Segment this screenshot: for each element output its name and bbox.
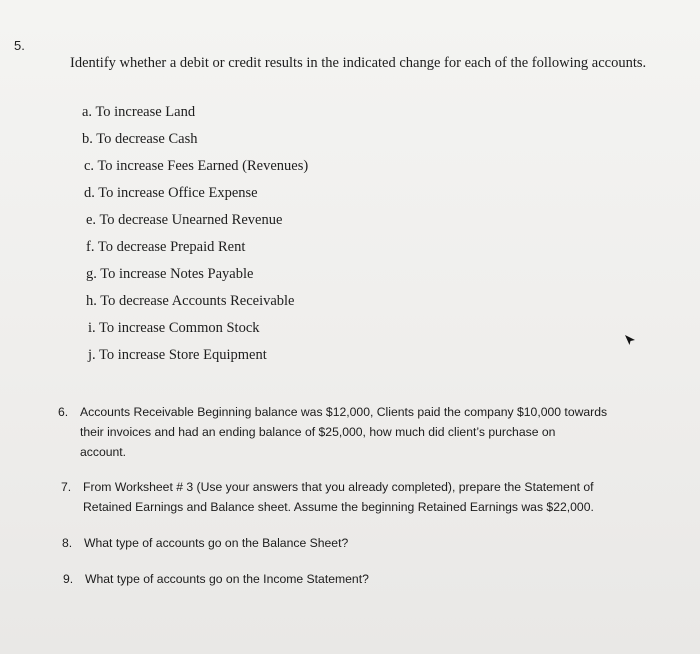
question-6-number: 6.: [58, 405, 69, 419]
item-text: To decrease Unearned Revenue: [99, 212, 283, 228]
item-text: To increase Notes Payable: [100, 266, 254, 282]
question-8: [62, 533, 682, 555]
question-9-text: What type of accounts go on the Income Statement?: [85, 572, 369, 586]
question-5-item-j: [88, 347, 267, 364]
question-6-line-1: Accounts Receivable Beginning balance was $12,000, Clients paid the company $10,000 towards: [80, 405, 608, 419]
item-text: To increase Office Expense: [98, 185, 258, 201]
item-text: To decrease Cash: [96, 131, 198, 147]
question-7-number: 7.: [61, 480, 72, 494]
question-5-item-a: [82, 104, 195, 121]
question-5-item-g: [86, 266, 253, 283]
question-7-line-1: From Worksheet # 3 (Use your answers that you already completed), prepare the Statement of: [83, 480, 594, 494]
item-text: To increase Fees Earned (Revenues): [97, 158, 309, 174]
question-5-prompt: Identify whether a debit or credit results in the indicated change for each of the following accounts.: [70, 55, 647, 71]
question-8-number: 8.: [62, 536, 73, 550]
question-6: [58, 402, 678, 464]
question-7: [61, 477, 681, 519]
question-7-line-2: Retained Earnings and Balance sheet. Assume the beginning Retained Earnings was $22,000.: [83, 500, 594, 514]
item-label: b.: [82, 131, 93, 147]
question-5-item-c: [84, 158, 308, 175]
item-label: e.: [86, 212, 97, 228]
question-6-text: [80, 402, 607, 462]
item-text: To increase Common Stock: [99, 320, 260, 336]
question-5-item-h: [86, 293, 295, 310]
item-label: j.: [88, 347, 96, 363]
question-6-line-3: account.: [80, 445, 127, 459]
question-9: [63, 569, 683, 591]
item-label: d.: [84, 185, 95, 201]
item-label: h.: [86, 293, 97, 309]
question-5-item-d: [84, 185, 258, 202]
question-9-number: 9.: [63, 572, 74, 586]
item-label: i.: [88, 320, 96, 336]
item-label: a.: [82, 104, 93, 120]
question-6-line-2: their invoices and had an ending balance of $25,000, how much did client’s purchase on: [80, 425, 556, 439]
item-label: c.: [84, 158, 95, 174]
question-5-item-i: [88, 320, 260, 337]
question-5-item-b: [82, 131, 198, 148]
item-label: f.: [86, 239, 95, 255]
item-text: To decrease Prepaid Rent: [97, 239, 246, 255]
question-5-item-f: [86, 239, 245, 256]
item-label: g.: [86, 266, 97, 282]
item-text: To decrease Accounts Receivable: [100, 293, 295, 309]
mouse-pointer-icon: [624, 334, 636, 346]
question-7-text: [83, 477, 594, 517]
item-text: To increase Land: [95, 104, 196, 120]
item-text: To increase Store Equipment: [99, 347, 267, 363]
question-5-number: 5.: [14, 38, 25, 53]
question-8-text: What type of accounts go on the Balance Sheet?: [84, 536, 349, 550]
question-5-item-e: [86, 212, 282, 229]
